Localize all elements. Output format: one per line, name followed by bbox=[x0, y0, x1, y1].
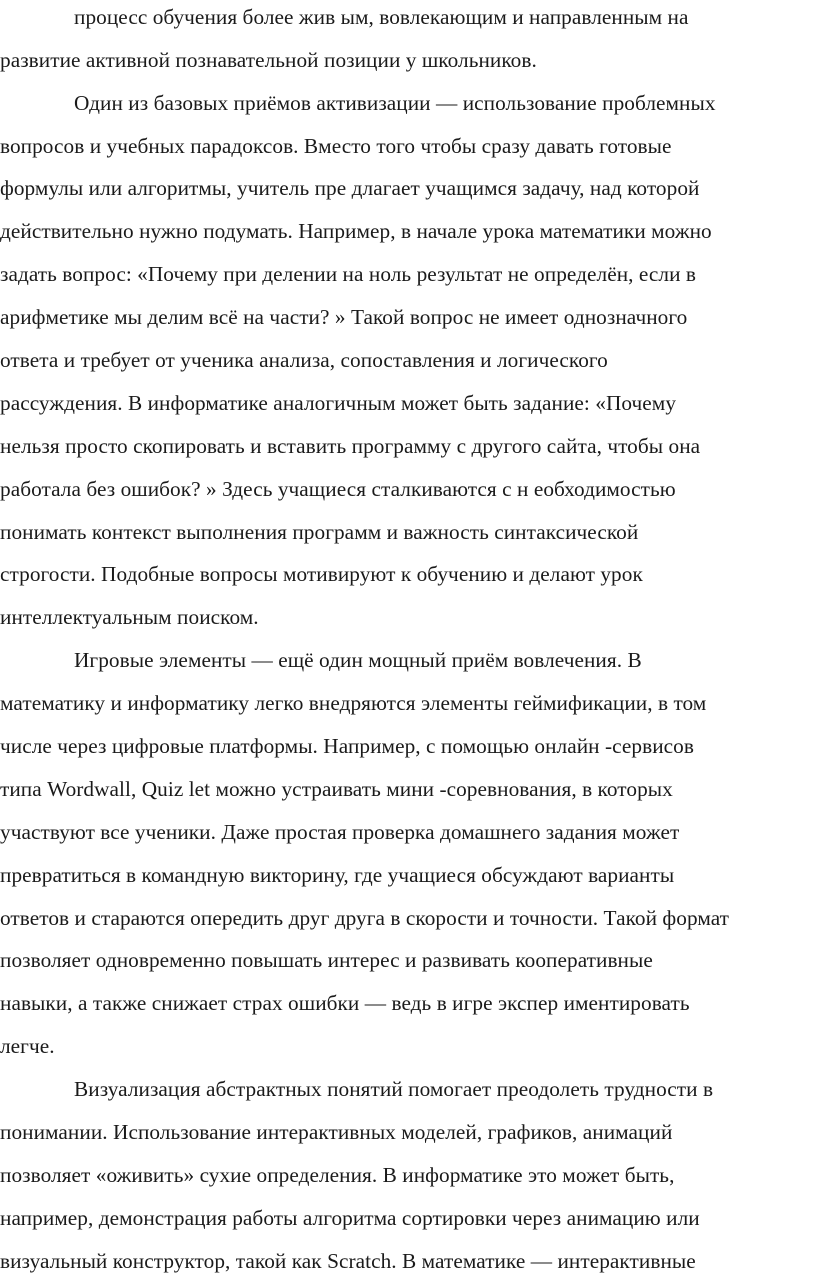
paragraph-first-line: Игровые элементы — ещё один мощный приём вовлечения. В bbox=[74, 648, 642, 672]
text-line: ответа и требует от ученика анализа, сопоставления и логического bbox=[0, 348, 608, 372]
text-line: строгости. Подобные вопросы мотивируют к обучению и делают урок bbox=[0, 562, 643, 586]
text-line: задать вопрос: «Почему при делении на ноль результат не определён, если в bbox=[0, 262, 697, 286]
text-line: процесс обучения более жив ым, вовлекающим и направленным на bbox=[74, 5, 689, 29]
text-line: формулы или алгоритмы, учитель пре длагает учащимся задачу, над которой bbox=[0, 176, 700, 200]
text-line: рассуждения. В информатике аналогичным может быть задание: «Почему bbox=[0, 391, 677, 415]
text-line: развитие активной познавательной позиции у школьников. bbox=[0, 48, 537, 72]
text-line: легче. bbox=[0, 1034, 55, 1058]
text-line: понимать контекст выполнения программ и важность синтаксической bbox=[0, 520, 639, 544]
text-line: математику и информатику легко внедряются элементы геймификации, в том bbox=[0, 691, 707, 715]
paragraph-first-line: Визуализация абстрактных понятий помогает преодолеть трудности в bbox=[74, 1077, 714, 1101]
paragraph-first-line: Один из базовых приёмов активизации — использование проблемных bbox=[74, 91, 716, 115]
text-line: ответов и стараются опередить друг друга в скорости и точности. Такой формат bbox=[0, 906, 730, 930]
text-line: интеллектуальным поиском. bbox=[0, 605, 259, 629]
text-line: вопросов и учебных парадоксов. Вместо того чтобы сразу давать готовые bbox=[0, 134, 672, 158]
text-line: числе через цифровые платформы. Например, с помощью онлайн -сервисов bbox=[0, 734, 694, 758]
text-line: работала без ошибок? » Здесь учащиеся сталкиваются с н еобходимостью bbox=[0, 477, 676, 501]
text-line: навыки, а также снижает страх ошибки — ведь в игре экспер иментировать bbox=[0, 991, 690, 1015]
text-line: участвуют все ученики. Даже простая проверка домашнего задания может bbox=[0, 820, 680, 844]
text-line: позволяет «оживить» сухие определения. В информатике это может быть, bbox=[0, 1163, 675, 1187]
text-line: действительно нужно подумать. Например, в начале урока математики можно bbox=[0, 219, 712, 243]
text-line: типа Wordwall, Quiz let можно устраивать мини -соревнования, в которых bbox=[0, 777, 673, 801]
text-line: нельзя просто скопировать и вставить программу с другого сайта, чтобы она bbox=[0, 434, 701, 458]
text-line: позволяет одновременно повышать интерес и развивать кооперативные bbox=[0, 948, 653, 972]
text-line: например, демонстрация работы алгоритма сортировки через анимацию или bbox=[0, 1206, 700, 1230]
text-line: понимании. Использование интерактивных моделей, графиков, анимаций bbox=[0, 1120, 673, 1144]
text-line: визуальный конструктор, такой как Scratch. В математике — интерактивные bbox=[0, 1249, 696, 1273]
text-line: арифметике мы делим всё на части? » Такой вопрос не имеет однозначного bbox=[0, 305, 688, 329]
text-line: превратиться в командную викторину, где учащиеся обсуждают варианты bbox=[0, 863, 675, 887]
